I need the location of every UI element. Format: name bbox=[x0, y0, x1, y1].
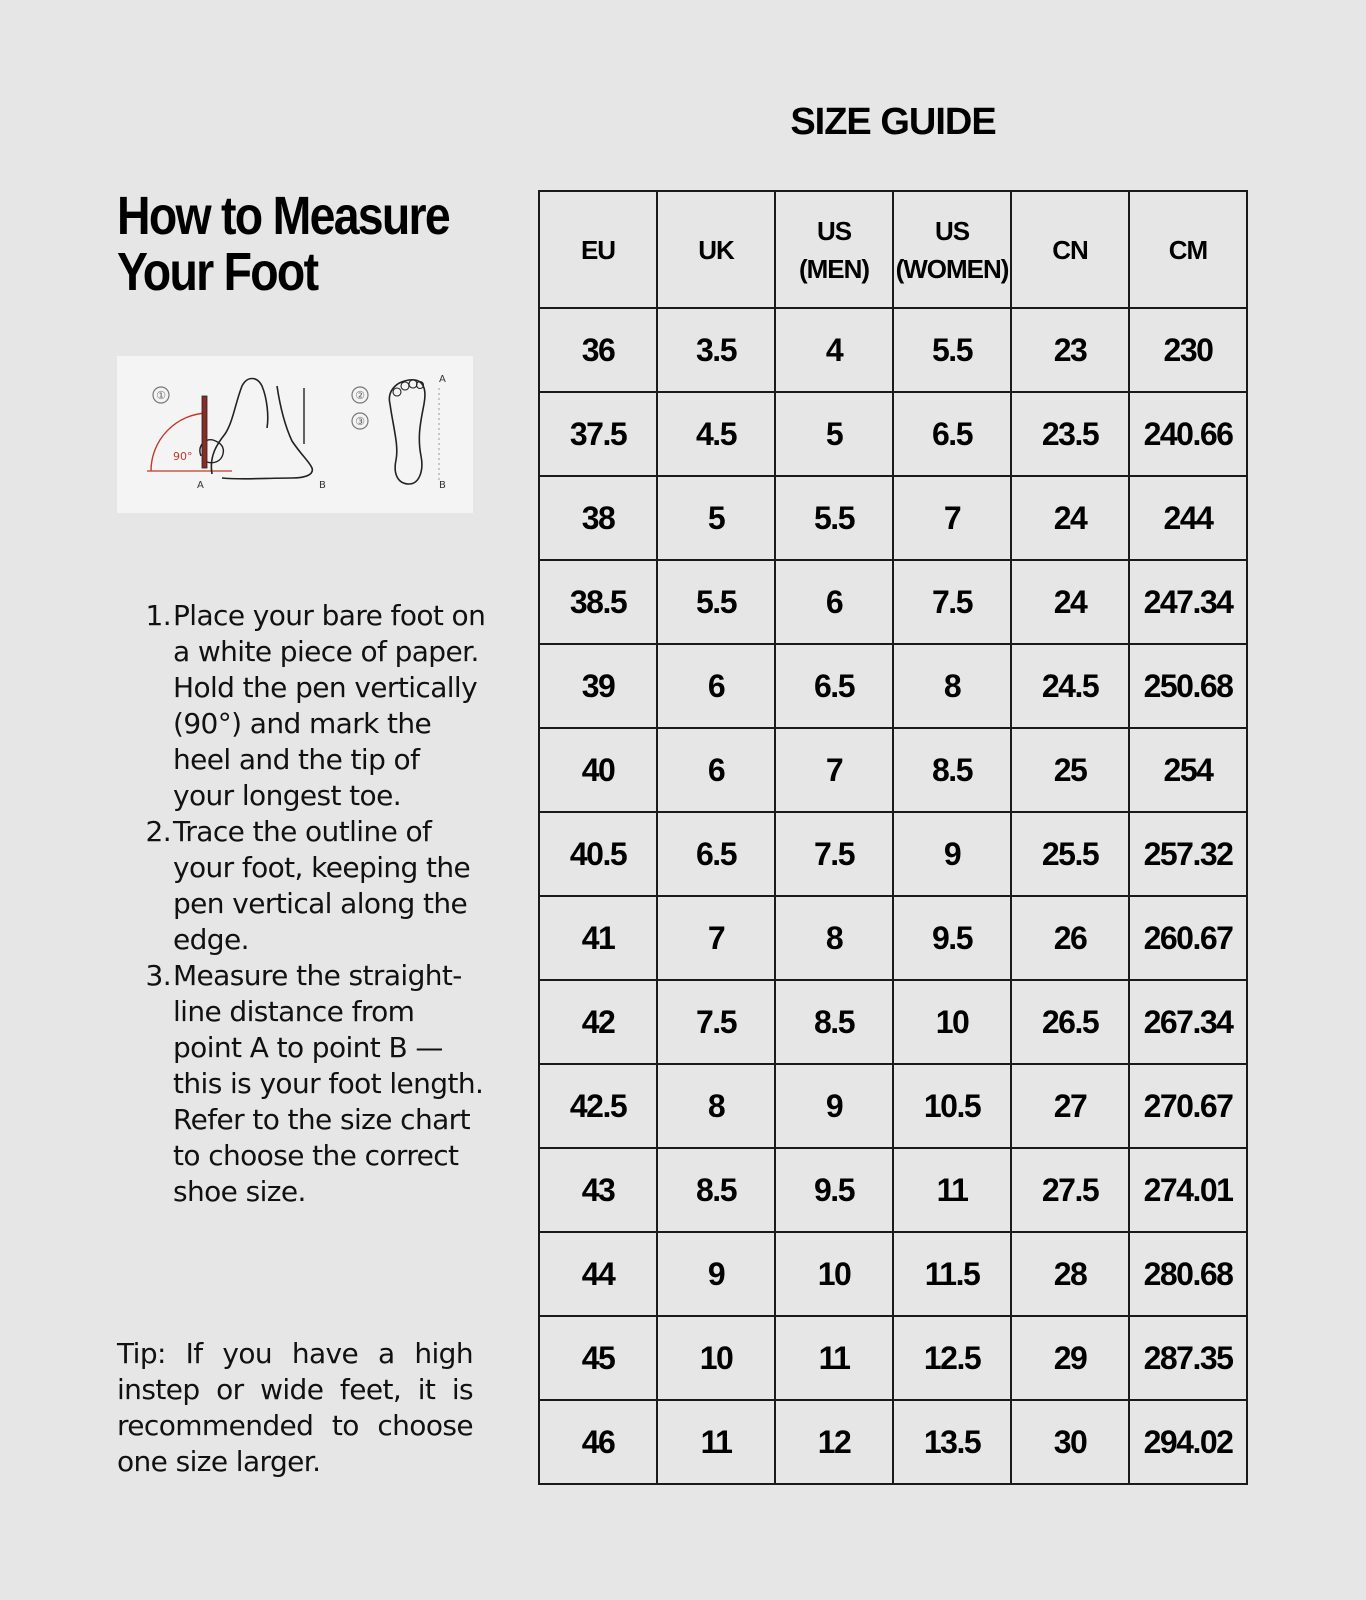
fit-tip: Tip: If you have a high instep or wide feet, it is recommended to choose one size larger. bbox=[117, 1337, 473, 1478]
size-cell-us-men: 8 bbox=[775, 896, 893, 980]
step-2: Trace the outline of your foot, keeping the pen vertical along the edge. bbox=[173, 815, 471, 956]
size-cell-us-men: 7 bbox=[775, 728, 893, 812]
size-cell-us-women: 8 bbox=[893, 644, 1011, 728]
size-cell-eu: 37.5 bbox=[539, 392, 657, 476]
step-2-number: ② bbox=[355, 389, 365, 402]
size-row bbox=[539, 728, 1247, 812]
size-cell-us-women: 9 bbox=[893, 812, 1011, 896]
size-cell-us-women: 10.5 bbox=[893, 1064, 1011, 1148]
size-cell-us-men: 9 bbox=[775, 1064, 893, 1148]
size-row bbox=[539, 1064, 1247, 1148]
step-3-marker bbox=[352, 413, 368, 429]
size-cell-eu: 44 bbox=[539, 1232, 657, 1316]
header-eu: EU bbox=[539, 191, 657, 308]
size-row bbox=[539, 812, 1247, 896]
size-cell-eu: 45 bbox=[539, 1316, 657, 1400]
measurement-steps bbox=[117, 598, 487, 1210]
measure-title-line-2: Your Foot bbox=[117, 242, 318, 302]
size-cell-eu: 42 bbox=[539, 980, 657, 1064]
size-cell-eu: 41 bbox=[539, 896, 657, 980]
size-cell-cm: 247.34 bbox=[1129, 560, 1247, 644]
size-cell-us-men: 6 bbox=[775, 560, 893, 644]
header-uk: UK bbox=[657, 191, 775, 308]
size-cell-cm: 250.68 bbox=[1129, 644, 1247, 728]
size-cell-uk: 8.5 bbox=[657, 1148, 775, 1232]
header-us-women: US (WOMEN) bbox=[893, 191, 1011, 308]
size-cell-us-men: 8.5 bbox=[775, 980, 893, 1064]
measure-title-line-1: How to Measure bbox=[117, 186, 450, 246]
size-cell-us-women: 8.5 bbox=[893, 728, 1011, 812]
size-cell-us-women: 5.5 bbox=[893, 308, 1011, 392]
size-cell-eu: 38.5 bbox=[539, 560, 657, 644]
size-cell-cm: 260.67 bbox=[1129, 896, 1247, 980]
measure-title bbox=[117, 186, 450, 302]
header-cm: CM bbox=[1129, 191, 1247, 308]
header-cn: CN bbox=[1011, 191, 1129, 308]
point-a-label-side: A bbox=[197, 480, 204, 491]
size-row bbox=[539, 896, 1247, 980]
size-cell-us-men: 9.5 bbox=[775, 1148, 893, 1232]
size-cell-cm: 267.34 bbox=[1129, 980, 1247, 1064]
size-cell-us-men: 5.5 bbox=[775, 476, 893, 560]
size-cell-us-women: 12.5 bbox=[893, 1316, 1011, 1400]
size-cell-uk: 5.5 bbox=[657, 560, 775, 644]
size-row bbox=[539, 392, 1247, 476]
size-cell-eu: 40 bbox=[539, 728, 657, 812]
size-cell-uk: 3.5 bbox=[657, 308, 775, 392]
size-cell-eu: 42.5 bbox=[539, 1064, 657, 1148]
size-cell-uk: 7.5 bbox=[657, 980, 775, 1064]
size-cell-us-women: 7 bbox=[893, 476, 1011, 560]
size-cell-us-men: 5 bbox=[775, 392, 893, 476]
size-cell-uk: 6 bbox=[657, 728, 775, 812]
foot-measurement-illustration bbox=[117, 356, 473, 513]
step-1-marker bbox=[153, 387, 169, 403]
size-cell-us-women: 9.5 bbox=[893, 896, 1011, 980]
size-cell-cn: 27.5 bbox=[1011, 1148, 1129, 1232]
point-b-label-side: B bbox=[319, 480, 326, 491]
size-guide-title: SIZE GUIDE bbox=[790, 101, 996, 143]
size-cell-uk: 7 bbox=[657, 896, 775, 980]
size-cell-us-women: 11 bbox=[893, 1148, 1011, 1232]
size-cell-us-men: 12 bbox=[775, 1400, 893, 1484]
size-row bbox=[539, 1400, 1247, 1484]
size-cell-eu: 40.5 bbox=[539, 812, 657, 896]
size-cell-cn: 24 bbox=[1011, 476, 1129, 560]
size-cell-us-women: 13.5 bbox=[893, 1400, 1011, 1484]
point-b-label-bottom: B bbox=[439, 480, 446, 491]
size-cell-cn: 24.5 bbox=[1011, 644, 1129, 728]
size-cell-uk: 10 bbox=[657, 1316, 775, 1400]
size-cell-eu: 39 bbox=[539, 644, 657, 728]
size-cell-us-women: 6.5 bbox=[893, 392, 1011, 476]
step-3-number: ③ bbox=[355, 415, 365, 428]
size-row bbox=[539, 980, 1247, 1064]
size-cell-uk: 8 bbox=[657, 1064, 775, 1148]
foot-side-outline-icon bbox=[211, 379, 312, 479]
size-row bbox=[539, 1232, 1247, 1316]
step-3: Measure the straight-line distance from point A to point B — this is your foot length. Refer to the size chart to choose the correct shoe size. bbox=[173, 959, 484, 1208]
size-cell-uk: 9 bbox=[657, 1232, 775, 1316]
size-cell-cn: 26 bbox=[1011, 896, 1129, 980]
size-cell-cm: 244 bbox=[1129, 476, 1247, 560]
size-cell-cn: 25 bbox=[1011, 728, 1129, 812]
step-1-number: ① bbox=[156, 389, 166, 402]
size-cell-cm: 274.01 bbox=[1129, 1148, 1247, 1232]
size-row bbox=[539, 1316, 1247, 1400]
size-cell-eu: 36 bbox=[539, 308, 657, 392]
size-cell-cm: 230 bbox=[1129, 308, 1247, 392]
size-row bbox=[539, 560, 1247, 644]
size-cell-uk: 6.5 bbox=[657, 812, 775, 896]
size-cell-cn: 26.5 bbox=[1011, 980, 1129, 1064]
size-row bbox=[539, 308, 1247, 392]
size-cell-us-women: 11.5 bbox=[893, 1232, 1011, 1316]
size-row bbox=[539, 644, 1247, 728]
size-cell-uk: 6 bbox=[657, 644, 775, 728]
size-cell-us-women: 7.5 bbox=[893, 560, 1011, 644]
size-cell-us-men: 6.5 bbox=[775, 644, 893, 728]
size-cell-eu: 46 bbox=[539, 1400, 657, 1484]
size-cell-cn: 23 bbox=[1011, 308, 1129, 392]
size-cell-cm: 254 bbox=[1129, 728, 1247, 812]
size-cell-cm: 294.02 bbox=[1129, 1400, 1247, 1484]
size-cell-us-men: 4 bbox=[775, 308, 893, 392]
size-cell-cn: 23.5 bbox=[1011, 392, 1129, 476]
size-chart-body bbox=[539, 308, 1247, 1484]
size-cell-cm: 287.35 bbox=[1129, 1316, 1247, 1400]
header-us-men: US (MEN) bbox=[775, 191, 893, 308]
size-cell-cm: 270.67 bbox=[1129, 1064, 1247, 1148]
size-cell-uk: 4.5 bbox=[657, 392, 775, 476]
size-cell-cn: 30 bbox=[1011, 1400, 1129, 1484]
size-cell-cm: 240.66 bbox=[1129, 392, 1247, 476]
size-cell-us-men: 11 bbox=[775, 1316, 893, 1400]
size-row bbox=[539, 476, 1247, 560]
size-cell-us-men: 10 bbox=[775, 1232, 893, 1316]
size-cell-cm: 280.68 bbox=[1129, 1232, 1247, 1316]
size-cell-us-women: 10 bbox=[893, 980, 1011, 1064]
size-cell-uk: 11 bbox=[657, 1400, 775, 1484]
size-cell-cn: 27 bbox=[1011, 1064, 1129, 1148]
pen-icon bbox=[202, 396, 207, 468]
point-a-label-top: A bbox=[439, 374, 446, 385]
size-cell-cn: 28 bbox=[1011, 1232, 1129, 1316]
size-row bbox=[539, 1148, 1247, 1232]
size-cell-cm: 257.32 bbox=[1129, 812, 1247, 896]
size-cell-uk: 5 bbox=[657, 476, 775, 560]
size-cell-cn: 25.5 bbox=[1011, 812, 1129, 896]
size-cell-cn: 29 bbox=[1011, 1316, 1129, 1400]
size-cell-us-men: 7.5 bbox=[775, 812, 893, 896]
size-chart-header-row bbox=[539, 191, 1247, 308]
size-cell-eu: 43 bbox=[539, 1148, 657, 1232]
size-cell-cn: 24 bbox=[1011, 560, 1129, 644]
step-2-marker bbox=[352, 387, 368, 403]
size-chart-table bbox=[538, 190, 1248, 1485]
size-cell-eu: 38 bbox=[539, 476, 657, 560]
angle-label: 90° bbox=[173, 450, 193, 463]
step-1: Place your bare foot on a white piece of paper. Hold the pen vertically (90°) and mark the heel and the tip of your longest toe. bbox=[173, 599, 486, 812]
